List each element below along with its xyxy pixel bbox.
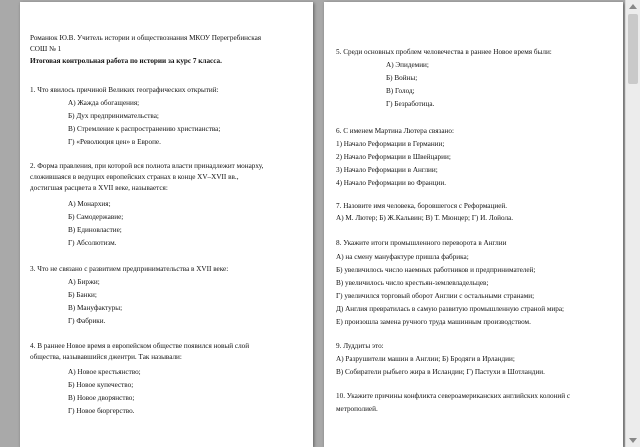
text-line: Г) Фабрики.	[68, 317, 106, 325]
text-line: Романюк Ю.В. Учитель истории и обществознания МКОУ Перегребинская	[30, 34, 262, 42]
text-line: А) М. Лютер; Б) Ж.Кальвин; В) Т. Мюнцер; Г) И. Лойола.	[336, 214, 514, 222]
text-line: А) Разрушители машин в Англии; Б) Бродяги в Ирландии;	[336, 355, 515, 363]
scroll-up-icon[interactable]	[629, 4, 637, 9]
text-line: Итоговая контрольная работа по истории за курс 7 класса.	[30, 57, 222, 65]
text-line: В) Стремление к распространению христианства;	[68, 125, 221, 133]
text-line: 3. Что не связано с развитием предпринимательства в XVII веке:	[30, 265, 229, 273]
text-line: достигшая расцвета в XVII веке, называется:	[30, 184, 168, 192]
text-line: 3) Начало Реформации в Англии;	[336, 166, 438, 174]
text-line: Е) произошла замена ручного труда машинным производством.	[336, 318, 531, 326]
scroll-thumb[interactable]	[628, 14, 638, 84]
text-line: 10. Укажите причины конфликта североамериканских английских колоний с	[336, 392, 571, 400]
scroll-down-icon[interactable]	[629, 438, 637, 443]
text-line: В) Единовластие;	[68, 226, 122, 234]
text-line: Б) Войны;	[386, 74, 418, 82]
text-line: 8. Укажите итоги промышленного переворота в Англии	[336, 239, 507, 247]
text-line: Б) Самодержавие;	[68, 213, 124, 221]
text-line: В) Новое дворянство;	[68, 394, 135, 402]
text-line: В) Голод;	[386, 87, 415, 95]
text-line: В) Мануфактуры;	[68, 304, 123, 312]
document-page-left	[20, 2, 313, 447]
text-line: А) Жажда обогащения;	[68, 99, 140, 107]
text-line: А) Новое крестьянство;	[68, 368, 141, 376]
text-line: Б) Дух предпринимательства;	[68, 112, 159, 120]
text-line: 2) Начало Реформации в Швейцарии;	[336, 153, 451, 161]
text-line: 4) Начало Реформации во Франции.	[336, 179, 447, 187]
text-line: 1. Что явилось причиной Великих географических открытий:	[30, 86, 219, 94]
text-line: сложившаяся в ведущих европейских странах в конце XV–XVII вв.,	[30, 173, 239, 181]
text-line: Г) Безработица.	[386, 100, 435, 108]
text-line: Б) Банки;	[68, 291, 97, 299]
text-line: Д) Англия превратилась в самую развитую промышленную страной мира;	[336, 305, 565, 313]
text-line: Г) Новое бюргерство.	[68, 407, 135, 415]
document-page-right	[324, 2, 623, 447]
text-line: 1) Начало Реформации в Германии;	[336, 140, 445, 148]
text-line: Б) Новое купечество;	[68, 381, 134, 389]
text-line: А) Биржи;	[68, 278, 100, 286]
text-line: 2. Форма правления, при которой вся полнота власти принадлежит монарху,	[30, 162, 264, 170]
text-line: А) Эпидемии;	[386, 61, 429, 69]
text-line: А) на смену мануфактуре пришла фабрика;	[336, 253, 469, 261]
text-line: метрополией.	[336, 405, 378, 413]
text-line: В) увеличилось число крестьян-землевладельцев;	[336, 279, 489, 287]
text-line: Г) увеличился торговый оборот Англии с остальными странами;	[336, 292, 535, 300]
text-line: 5. Среди основных проблем человечества в раннее Новое время были:	[336, 48, 552, 56]
text-line: 4. В раннее Новое время в европейском обществе появился новый слой	[30, 342, 250, 350]
text-line: Г) Абсолютизм.	[68, 239, 117, 247]
text-line: 7. Назовите имя человека, боровшегося с Реформацией.	[336, 202, 508, 210]
text-line: А) Монархия;	[68, 200, 111, 208]
vertical-scrollbar[interactable]	[625, 0, 640, 447]
text-line: Г) «Революция цен» в Европе.	[68, 138, 161, 146]
text-line: СОШ № 1	[30, 45, 62, 53]
text-line: 9. Луддиты это:	[336, 342, 384, 350]
text-line: Б) увеличилось число наемных работников и предпринимателей;	[336, 266, 536, 274]
text-line: общества, называвшийся джентри. Так называли:	[30, 353, 182, 361]
text-line: В) Собиратели рыбьего жира в Исландии; Г) Пастухи в Шотландии.	[336, 368, 545, 376]
text-line: 6. С именем Мартина Лютера связано:	[336, 127, 454, 135]
